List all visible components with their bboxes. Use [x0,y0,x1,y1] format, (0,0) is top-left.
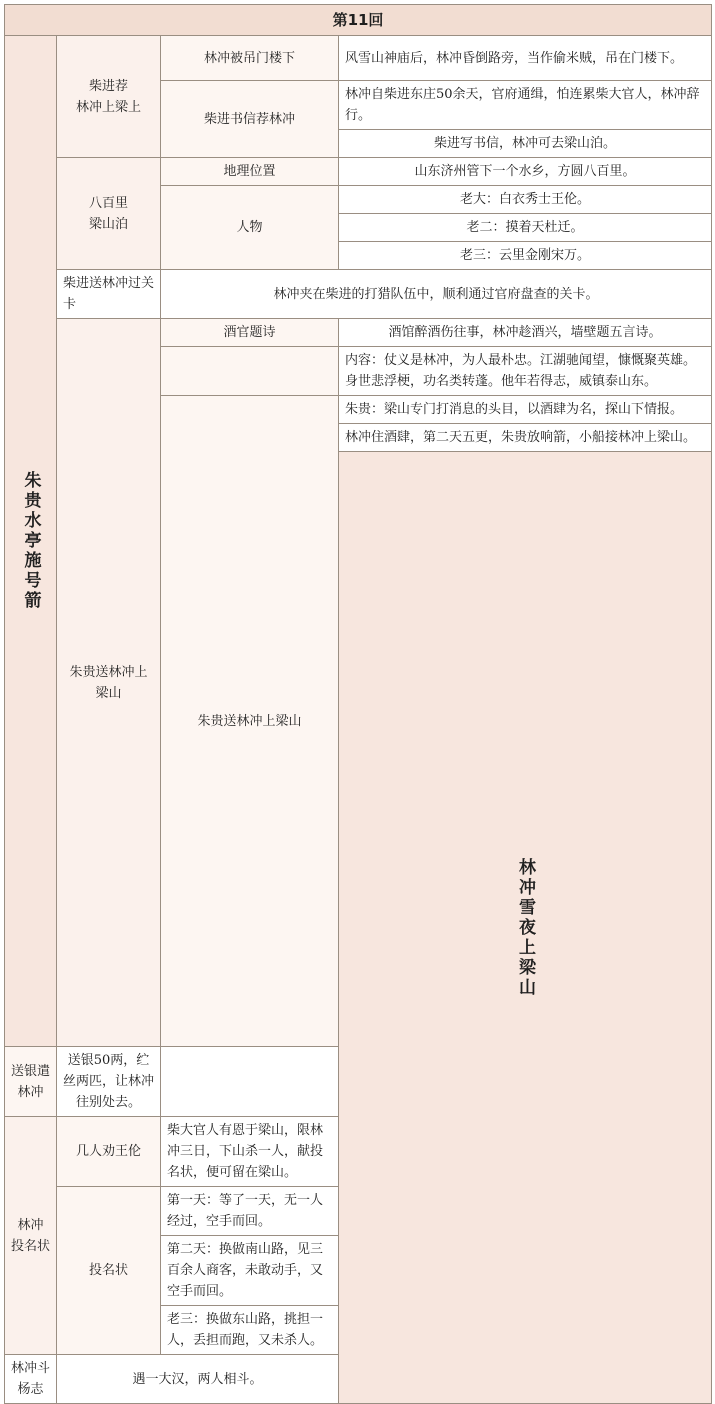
detail-cell: 林冲夹在柴进的打猎队伍中，顺利通过官府盘查的关卡。 [161,270,712,319]
chapter-2-label: 林冲雪夜上梁山 [339,452,712,1404]
table-row [5,270,712,319]
detail-cell: 酒馆醉酒伤往事，林冲趁酒兴，墙壁题五言诗。 [339,319,712,347]
topic-cell: 送银遣林冲 [5,1047,57,1117]
detail-cell: 遇一大汉，两人相斗。 [57,1355,339,1404]
detail-cell: 送银50两，纻丝两匹，让林冲往别处去。 [57,1047,161,1117]
section-label: 林冲斗杨志 [5,1355,57,1404]
detail-cell: 第二天：换做南山路，见三百余人商客，未敢动手，又空手而回。 [161,1236,339,1306]
detail-cell: 内容：仗义是林冲，为人最朴忠。江湖驰闻望，慷慨聚英雄。身世悲浮梗，功名类转蓬。他年若得志，威镇泰山东。 [339,347,712,396]
detail-cell: 柴大官人有恩于梁山，限林冲三日，下山杀一人，献投名状，便可留在梁山。 [161,1117,339,1187]
section-label: 柴进送林冲过关卡 [57,270,161,319]
detail-cell: 老大：白衣秀士王伦。 [339,186,712,214]
detail-cell: 林冲自柴进东庄50余天，官府通缉，怕连累柴大官人，林冲辞行。 [339,81,712,130]
topic-cell: 柴进书信荐林冲 [161,81,339,158]
detail-cell: 山东济州管下一个水乡，方圆八百里。 [339,158,712,186]
table-row [5,319,712,347]
detail-cell: 老三：换做东山路，挑担一人，丢担而跑，又未杀人。 [161,1306,339,1355]
topic-cell: 朱贵送林冲上梁山 [161,396,339,1047]
outline-table [4,4,712,1404]
topic-cell: 几人劝王伦 [57,1117,161,1187]
section-label: 柴进荐 林冲上梁上 [57,36,161,158]
topic-cell: 地理位置 [161,158,339,186]
topic-cell: 投名状 [57,1187,161,1355]
table-row [5,36,712,81]
detail-cell: 风雪山神庙后，林冲昏倒路旁，当作偷米贼，吊在门楼下。 [339,36,712,81]
detail-cell: 老二：摸着天杜迁。 [339,214,712,242]
topic-cell: 林冲被吊门楼下 [161,36,339,81]
detail-cell: 第一天：等了一天，无一人经过，空手而回。 [161,1187,339,1236]
detail-cell: 朱贵：梁山专门打消息的头目，以酒肆为名，探山下情报。 [339,396,712,424]
topic-cell: 酒官题诗 [161,319,339,347]
detail-cell: 柴进写书信，林冲可去梁山泊。 [339,130,712,158]
outline-table-wrapper [4,4,711,1404]
section-label: 朱贵送林冲上 梁山 [57,319,161,1047]
topic-cell: 人物 [161,186,339,270]
table-title: 第11回 [5,5,712,36]
title-row [5,5,712,36]
section-label: 林冲 投名状 [5,1117,57,1355]
chapter-1-label: 朱贵水亭施号箭 [5,36,57,1047]
section-label: 八百里 梁山泊 [57,158,161,270]
topic-cell-empty [161,347,339,396]
table-row [5,158,712,186]
detail-cell: 林冲住酒肆，第二天五更，朱贵放响箭，小船接林冲上梁山。 [339,424,712,452]
detail-cell: 老三：云里金刚宋万。 [339,242,712,270]
